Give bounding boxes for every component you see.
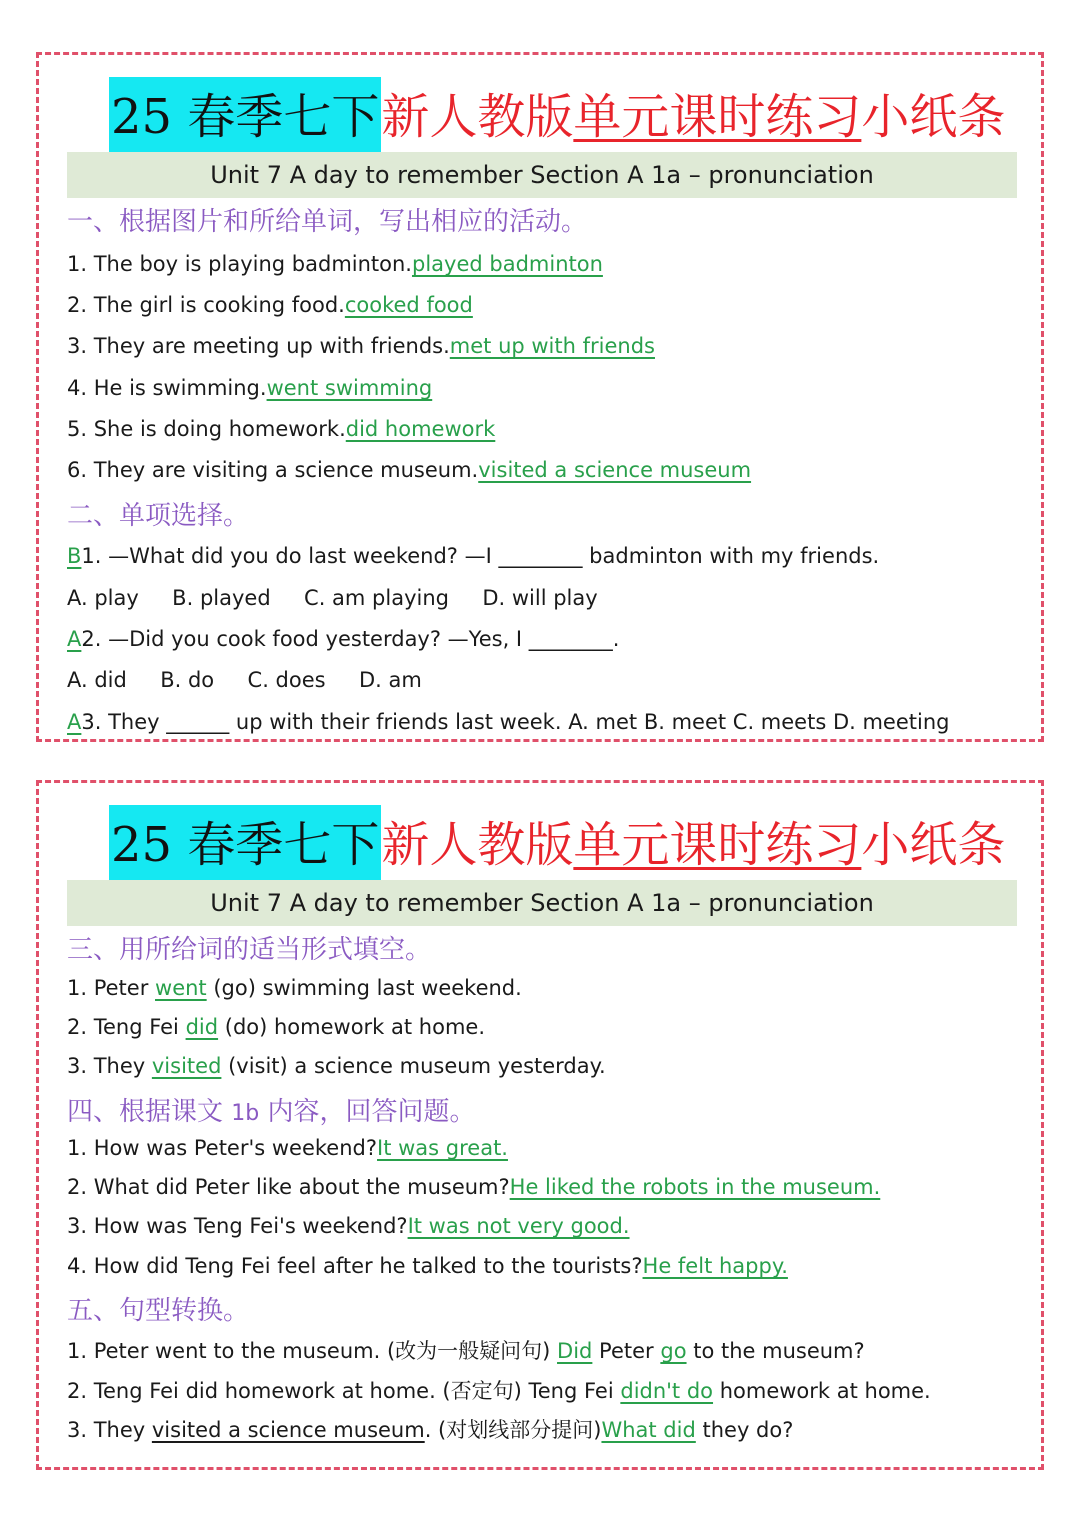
answer-text: played badminton <box>411 252 603 276</box>
exercise-item: 1. The boy is playing badminton.played badminton <box>67 252 603 276</box>
exercise-item: 3. They are meeting up with friends.met up with friends <box>67 334 655 358</box>
answer-text: went <box>155 976 207 1000</box>
answer-letter: A <box>67 710 82 734</box>
section-heading: 二、单项选择。 <box>67 501 250 531</box>
exercise-item: 3. They visited a science museum. (对划线部分提问)What did they do? <box>67 1418 794 1442</box>
exercise-item: 5. She is doing homework.did homework <box>67 417 496 441</box>
section-heading: 五、句型转换。 <box>67 1296 250 1326</box>
choice-options: A. play B. played C. am playing D. will play <box>67 586 598 610</box>
exercise-item: 2. Teng Fei did homework at home. (否定句) Teng Fei didn't do homework at home. <box>67 1379 931 1403</box>
answer-text: did <box>185 1015 219 1039</box>
exercise-item: 2. What did Peter like about the museum?He liked the robots in the museum. <box>67 1175 881 1199</box>
title-suffix: 小纸条 <box>861 817 1006 873</box>
exercise-item: 4. He is swimming.went swimming <box>67 376 433 400</box>
section-heading: 四、根据课文 1b 内容，回答问题。 <box>67 1097 476 1127</box>
answer-text: What did <box>601 1418 696 1442</box>
answer-text: visited <box>151 1054 222 1078</box>
answer-text: go <box>660 1339 687 1363</box>
title-publisher: 新人教版 <box>381 817 574 873</box>
answer-text: It was not very good. <box>407 1214 630 1238</box>
answer-text: visited a science museum <box>478 458 752 482</box>
answer-text: He liked the robots in the museum. <box>509 1175 881 1199</box>
exercise-item: 3. How was Teng Fei's weekend?It was not very good. <box>67 1214 630 1238</box>
answer-text: cooked food <box>344 293 473 317</box>
exercise-item: 4. How did Teng Fei feel after he talked to the tourists?He felt happy. <box>67 1254 788 1278</box>
worksheet-title <box>109 805 1005 885</box>
underlined-phrase: visited a science museum <box>151 1418 425 1442</box>
answer-letter: A <box>67 627 82 651</box>
section-heading: 三、用所给词的适当形式填空。 <box>67 935 432 965</box>
exercise-item: 2. The girl is cooking food.cooked food <box>67 293 473 317</box>
choice-options: A. did B. do C. does D. am <box>67 668 422 692</box>
exercise-item: 6. They are visiting a science museum.visited a science museum <box>67 458 752 482</box>
worksheet-title <box>109 77 1005 157</box>
answer-text: It was great. <box>377 1136 508 1160</box>
worksheet-card-1 <box>36 52 1044 742</box>
title-prefix: 25 春季七下 <box>109 77 381 157</box>
title-main: 单元课时练习 <box>573 817 862 873</box>
exercise-item: 1. Peter went (go) swimming last weekend. <box>67 976 522 1000</box>
title-prefix: 25 春季七下 <box>109 805 381 885</box>
exercise-item: 3. They visited (visit) a science museum yesterday. <box>67 1054 606 1078</box>
worksheet-card-2 <box>36 780 1044 1470</box>
unit-banner: Unit 7 A day to remember Section A 1a – pronunciation <box>67 880 1017 926</box>
answer-text: Did <box>557 1339 593 1363</box>
exercise-item: 1. How was Peter's weekend?It was great. <box>67 1136 508 1160</box>
answer-text: did homework <box>345 417 496 441</box>
unit-banner: Unit 7 A day to remember Section A 1a – pronunciation <box>67 152 1017 198</box>
title-suffix: 小纸条 <box>861 89 1006 145</box>
exercise-item: 1. Peter went to the museum. (改为一般疑问句) Did Peter go to the museum? <box>67 1339 865 1363</box>
answer-letter: B <box>67 544 82 568</box>
choice-question: A3. They ______ up with their friends last week. A. met B. meet C. meets D. meeting <box>67 710 950 734</box>
answer-text: He felt happy. <box>642 1254 788 1278</box>
answer-text: met up with friends <box>449 334 655 358</box>
answer-text: didn't do <box>620 1379 714 1403</box>
section-heading: 一、根据图片和所给单词，写出相应的活动。 <box>67 207 588 237</box>
title-publisher: 新人教版 <box>381 89 574 145</box>
title-main: 单元课时练习 <box>573 89 862 145</box>
exercise-item: 2. Teng Fei did (do) homework at home. <box>67 1015 486 1039</box>
answer-text: went swimming <box>266 376 433 400</box>
choice-question: A2. —Did you cook food yesterday? —Yes, I ________. <box>67 627 620 651</box>
choice-question: B1. —What did you do last weekend? —I ________ badminton with my friends. <box>67 544 880 568</box>
